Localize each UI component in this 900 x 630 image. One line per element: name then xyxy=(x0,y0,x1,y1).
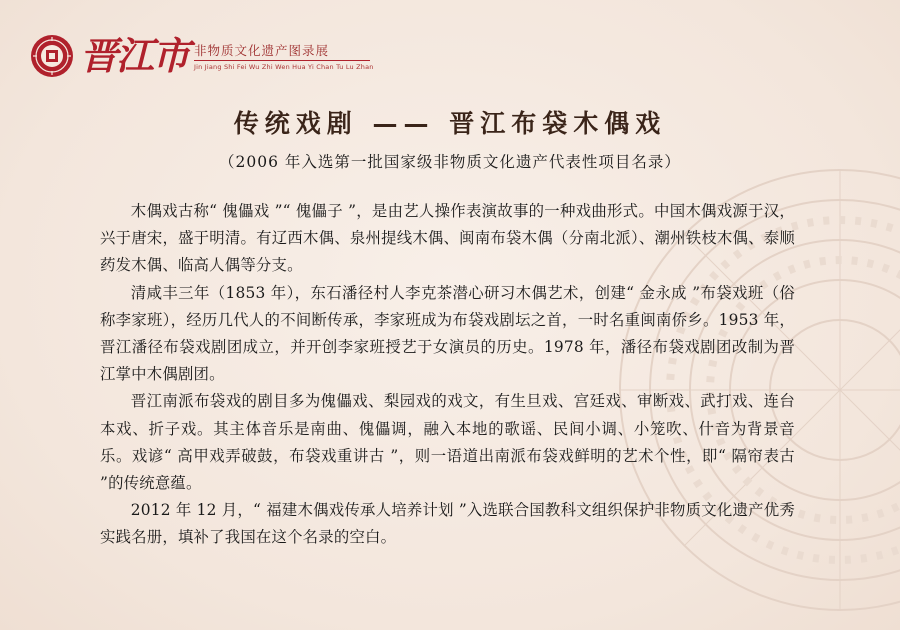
header-divider xyxy=(194,60,370,61)
exhibition-pinyin: Jin Jiang Shi Fei Wu Zhi Wen Hua Yi Chan Tu Lu Zhan xyxy=(194,62,374,71)
paragraph: 2012 年 12 月，“ 福建木偶戏传承人培养计划 ”入选联合国教科文组织保护非物质文化遗产优秀实践名册，填补了我国在这个名录的空白。 xyxy=(100,501,795,547)
page-title: 传统戏剧 —— 晋江布袋木偶戏 xyxy=(233,109,667,138)
paragraph: 清咸丰三年（1853 年），东石潘径村人李克茶潜心研习木偶艺术，创建“ 金永成 ”布袋戏班（俗称李家班），经历几代人的不间断传承，李家班成为布袋戏剧坛之首，一时名重闽南侨乡。1953 年，晋江潘径布袋戏剧团成立，并开创李家班授艺于女演员的历史。1978 年，潘径布袋戏剧团改制为晋江掌中木偶剧团。 xyxy=(100,283,795,384)
body-text xyxy=(100,198,795,552)
paragraph: 木偶戏古称“ 傀儡戏 ”“ 傀儡子 ”，是由艺人操作表演故事的一种戏曲形式。中国木偶戏源于汉，兴于唐宋，盛于明清。有辽西木偶、泉州提线木偶、闽南布袋木偶（分南北派）、潮州铁枝木偶、泰顺药发木偶、临高人偶等分支。 xyxy=(100,202,795,275)
paragraph: 晋江南派布袋戏的剧目多为傀儡戏、梨园戏的戏文，有生旦戏、宫廷戏、审断戏、武打戏、连台本戏、折子戏。其主体音乐是南曲、傀儡调，融入本地的歌谣、民间小调、小笼吹、什音为背景音乐。戏谚“ 高甲戏弄破鼓，布袋戏重讲古 ”，则一语道出南派布袋戏鲜明的艺术个性，即“ 隔帘表古 ”的传统意蕴。 xyxy=(100,392,795,493)
brand-logo-text: 晋江市 xyxy=(80,33,189,78)
header-caption xyxy=(194,41,374,72)
header xyxy=(30,28,374,84)
page-subtitle: （2006 年入选第一批国家级非物质文化遗产代表性项目名录） xyxy=(219,153,681,171)
seal-logo-icon xyxy=(30,34,74,78)
exhibition-name: 非物质文化遗产图录展 xyxy=(194,42,330,58)
